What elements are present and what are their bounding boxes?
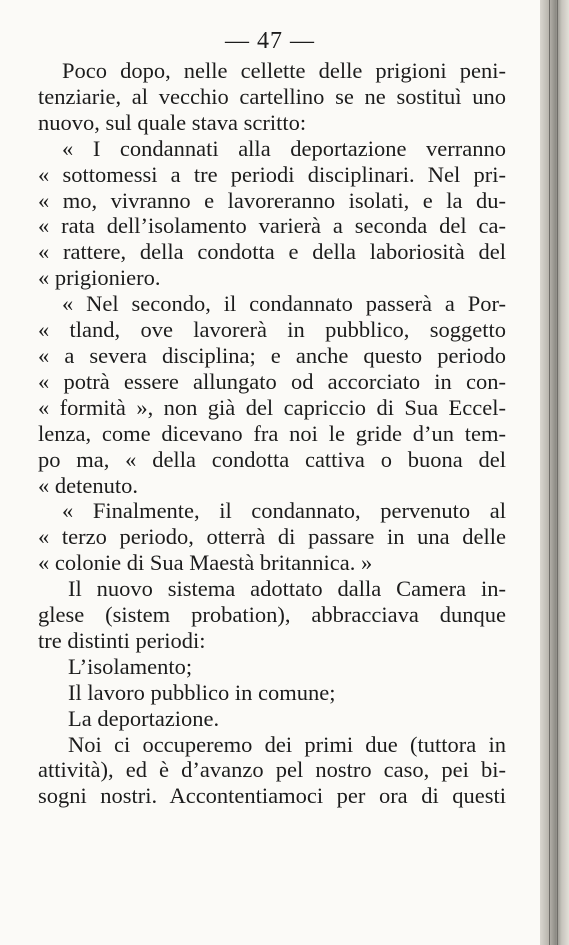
text-line: Poco dopo, nelle cellette delle prigioni peni- (62, 58, 506, 83)
text-line: glese (sistem probation), abbracciava dunque (38, 602, 506, 628)
text-line: « I condannati alla deportazione verranno (62, 135, 506, 161)
text-line: Noi ci occuperemo dei primi due (tuttora in (68, 731, 506, 757)
text-line: tenziarie, al vecchio cartellino se ne sostituì uno (38, 83, 506, 109)
text-line: « potrà essere allungato od accorciato in con- (38, 368, 506, 394)
text-line: « formità », non già del capriccio di Sua Eccel- (38, 394, 506, 420)
text-line: « mo, vivranno e lavoreranno isolati, e la du- (38, 187, 506, 213)
text-line: « Finalmente, il condannato, pervenuto al (62, 498, 506, 524)
text-line: La deportazione. (68, 705, 220, 731)
text-line: tre distinti periodi: (38, 627, 206, 653)
text-line: « tland, ove lavorerà in pubblico, soggetto (38, 317, 506, 343)
text-line: « colonie di Sua Maestà britannica. » (38, 550, 373, 576)
text-line: « prigioniero. (38, 265, 161, 291)
text-line: « Nel secondo, il condannato passerà a Por- (62, 291, 506, 317)
text-line: Il nuovo sistema adottato dalla Camera in- (68, 576, 506, 602)
text-line: lenza, come dicevano fra noi le gride d’un tem- (38, 420, 506, 446)
text-line: « a severa disciplina; e anche questo periodo (38, 342, 506, 368)
text-line: « terzo periodo, otterrà di passare in una delle (38, 524, 506, 550)
spine-shadow-line (549, 0, 550, 945)
text-line: sogni nostri. Accontentiamoci per ora di questi (38, 783, 506, 809)
body-text (38, 58, 506, 809)
text-line: « detenuto. (38, 472, 138, 498)
text-line: « sottomessi a tre periodi disciplinari. Nel pri- (38, 161, 506, 187)
book-spine-edge (540, 0, 569, 945)
text-line: po ma, « della condotta cattiva o buona del (38, 446, 506, 472)
page-number: — 47 — (225, 28, 315, 54)
text-line: attività), ed è d’avanzo pel nostro caso, pei bi- (38, 757, 506, 783)
text-line: nuovo, sul quale stava scritto: (38, 109, 307, 135)
spine-shadow-line (557, 0, 558, 945)
text-line: « rattere, della condotta e della laboriosità del (38, 239, 506, 265)
text-line: Il lavoro pubblico in comune; (68, 679, 336, 705)
text-line: L’isolamento; (68, 653, 193, 679)
text-line: « rata dell’isolamento varierà a seconda del ca- (38, 213, 506, 239)
